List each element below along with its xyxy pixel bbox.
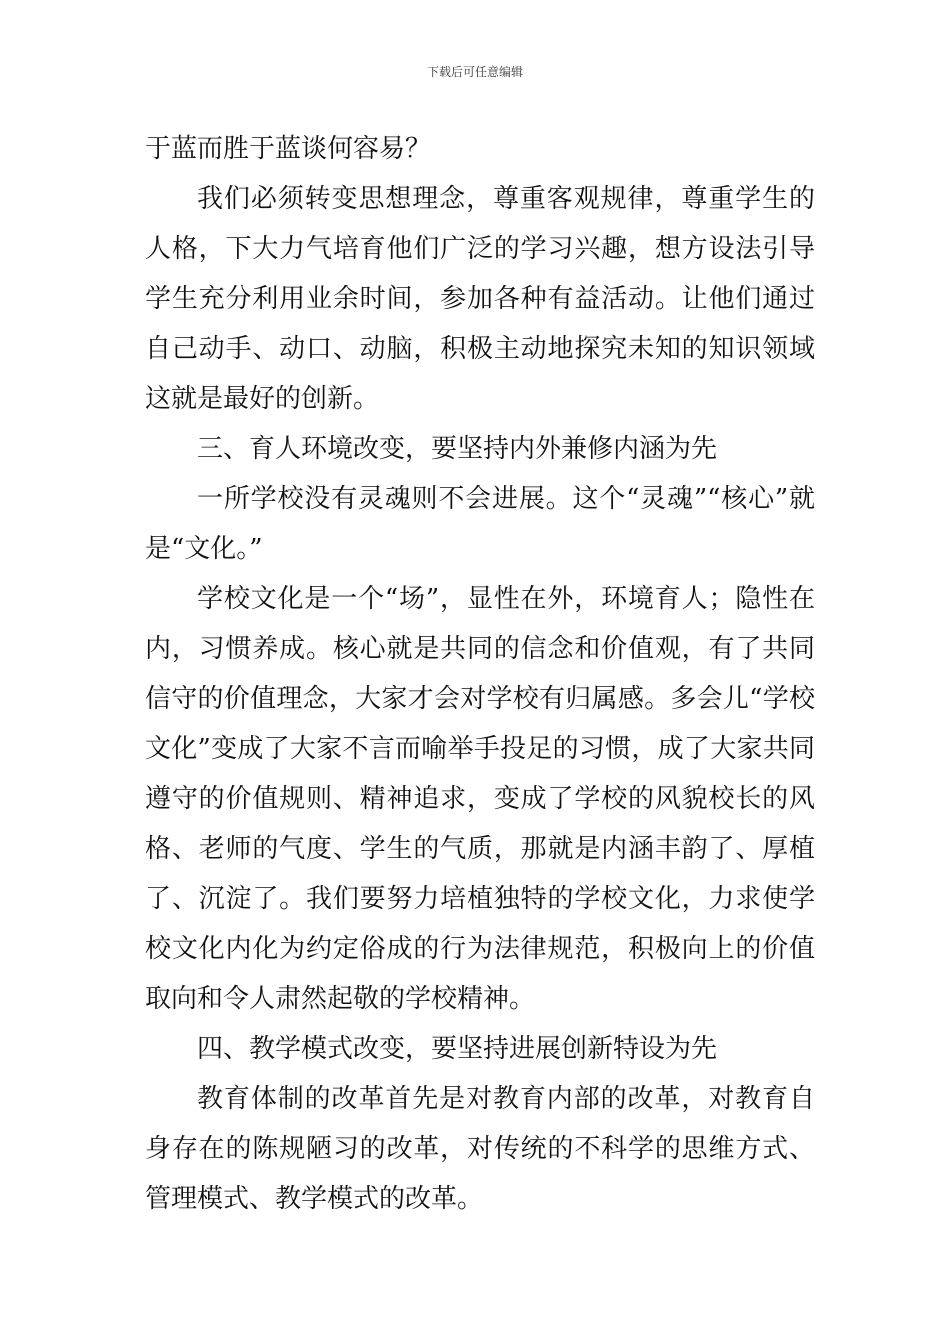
section-heading: 三、育人环境改变，要坚持内外兼修内涵为先 [197,434,718,464]
paragraph-continuation: 于蓝而胜于蓝谈何容易？ [145,134,432,164]
document-body [145,124,815,1224]
paragraph: 学校文化是一个“场”，显性在外，环境育人；隐性在内，习惯养成。核心就是共同的信念和价值观，有了共同信守的价值理念，大家才会对学校有归属感。多会儿“学校文化”变成了大家不言而喻举手投足的习惯，成了大家共同遵守的价值规则、精神追求，变成了学校的风貌校长的风格、老师的气度、学生的气质，那就是内涵丰韵了、厚植了、沉淀了。我们要努力培植独特的学校文化，力求使学校文化内化为约定俗成的行为法律规范，积极向上的价值取向和令人肃然起敬的学校精神。 [145,584,815,1014]
page-header: 下载后可任意编辑 [426,65,523,79]
paragraph: 一所学校没有灵魂则不会进展。这个“灵魂”“核心”就是“文化。” [145,484,815,564]
section-heading: 四、教学模式改变，要坚持进展创新特设为先 [197,1034,718,1064]
paragraph: 我们必须转变思想理念，尊重客观规律，尊重学生的人格，下大力气培育他们广泛的学习兴趣，想方设法引导学生充分利用业余时间，参加各种有益活动。让他们通过自己动手、动口、动脑，积极主动地探究未知的知识领域这就是最好的创新。 [145,184,815,414]
paragraph: 教育体制的改革首先是对教育内部的改革，对教育自身存在的陈规陋习的改革，对传统的不科学的思维方式、管理模式、教学模式的改革。 [145,1084,815,1214]
